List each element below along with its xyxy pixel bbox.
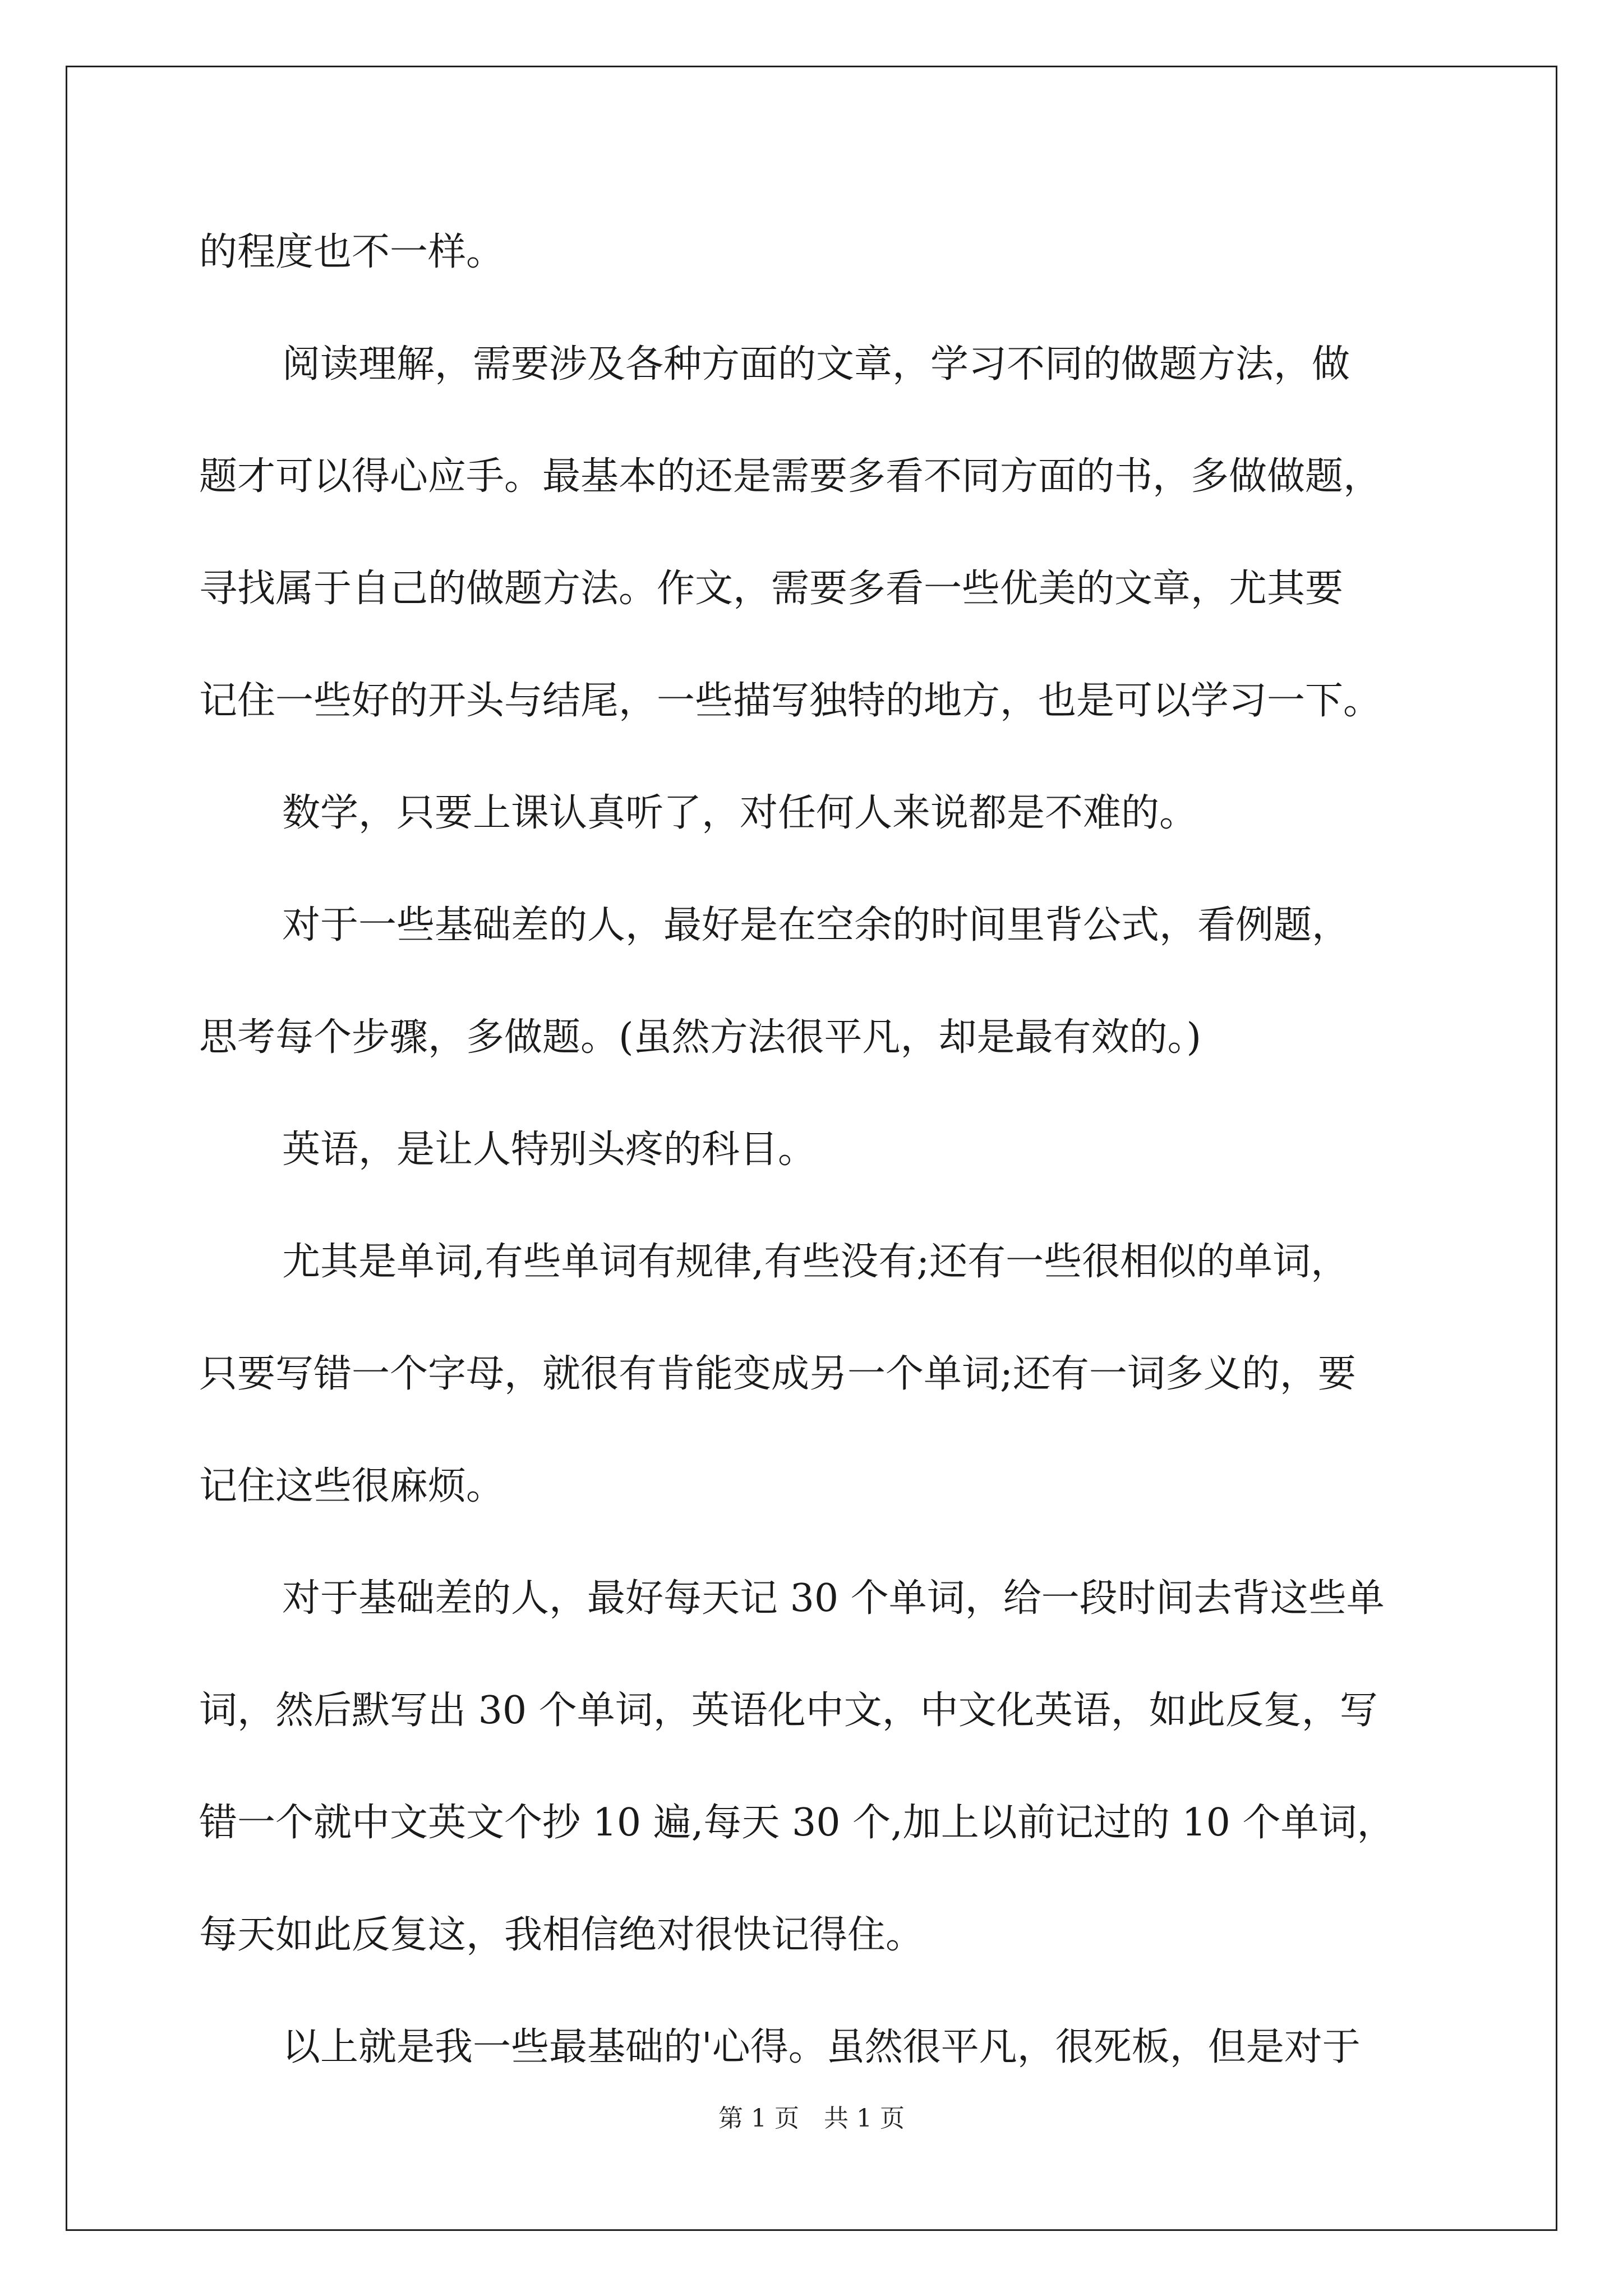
document-body [199, 196, 1461, 2104]
text-line: 阅读理解，需要涉及各种方面的文章，学习不同的做题方法，做 [282, 342, 1350, 386]
text-line: 思考每个步骤，多做题。(虽然方法很平凡，却是最有效的。) [199, 1015, 1202, 1060]
text-line: 尤其是单词,有些单词有规律,有些没有;还有一些很相似的单词， [282, 1240, 1349, 1284]
text-line: 记住一些好的开头与结尾，一些描写独特的地方，也是可以学习一下。 [199, 679, 1382, 723]
text-line: 对于基础差的人，最好每天记 30 个单词，给一段时间去背这些单 [282, 1576, 1385, 1621]
text-line: 题才可以得心应手。最基本的还是需要多看不同方面的书，多做做题， [199, 454, 1382, 499]
page-footer: 第 1 页 共 1 页 [718, 2104, 905, 2133]
text-line: 对于一些基础差的人，最好是在空余的时间里背公式，看例题， [282, 903, 1350, 947]
text-line: 记住这些很麻烦。 [199, 1464, 505, 1508]
text-line: 以上就是我一些最基础的'心得。虽然很平凡，很死板，但是对于 [282, 2025, 1361, 2069]
text-line: 每天如此反复这，我相信绝对很快记得住。 [199, 1913, 924, 1957]
text-line: 英语，是让人特别头疼的科目。 [282, 1128, 817, 1172]
text-line: 寻找属于自己的做题方法。作文，需要多看一些优美的文章，尤其要 [199, 567, 1344, 611]
text-line: 错一个就中文英文个抄 10 遍,每天 30 个,加上以前记过的 10 个单词， [199, 1801, 1395, 1845]
text-line: 只要写错一个字母，就很有肯能变成另一个单词;还有一词多义的，要 [199, 1352, 1356, 1396]
text-line: 数学，只要上课认真听了，对任何人来说都是不难的。 [282, 791, 1198, 835]
text-line: 的程度也不一样。 [199, 230, 505, 274]
text-line: 词，然后默写出 30 个单词，英语化中文，中文化英语，如此反复，写 [199, 1688, 1378, 1733]
